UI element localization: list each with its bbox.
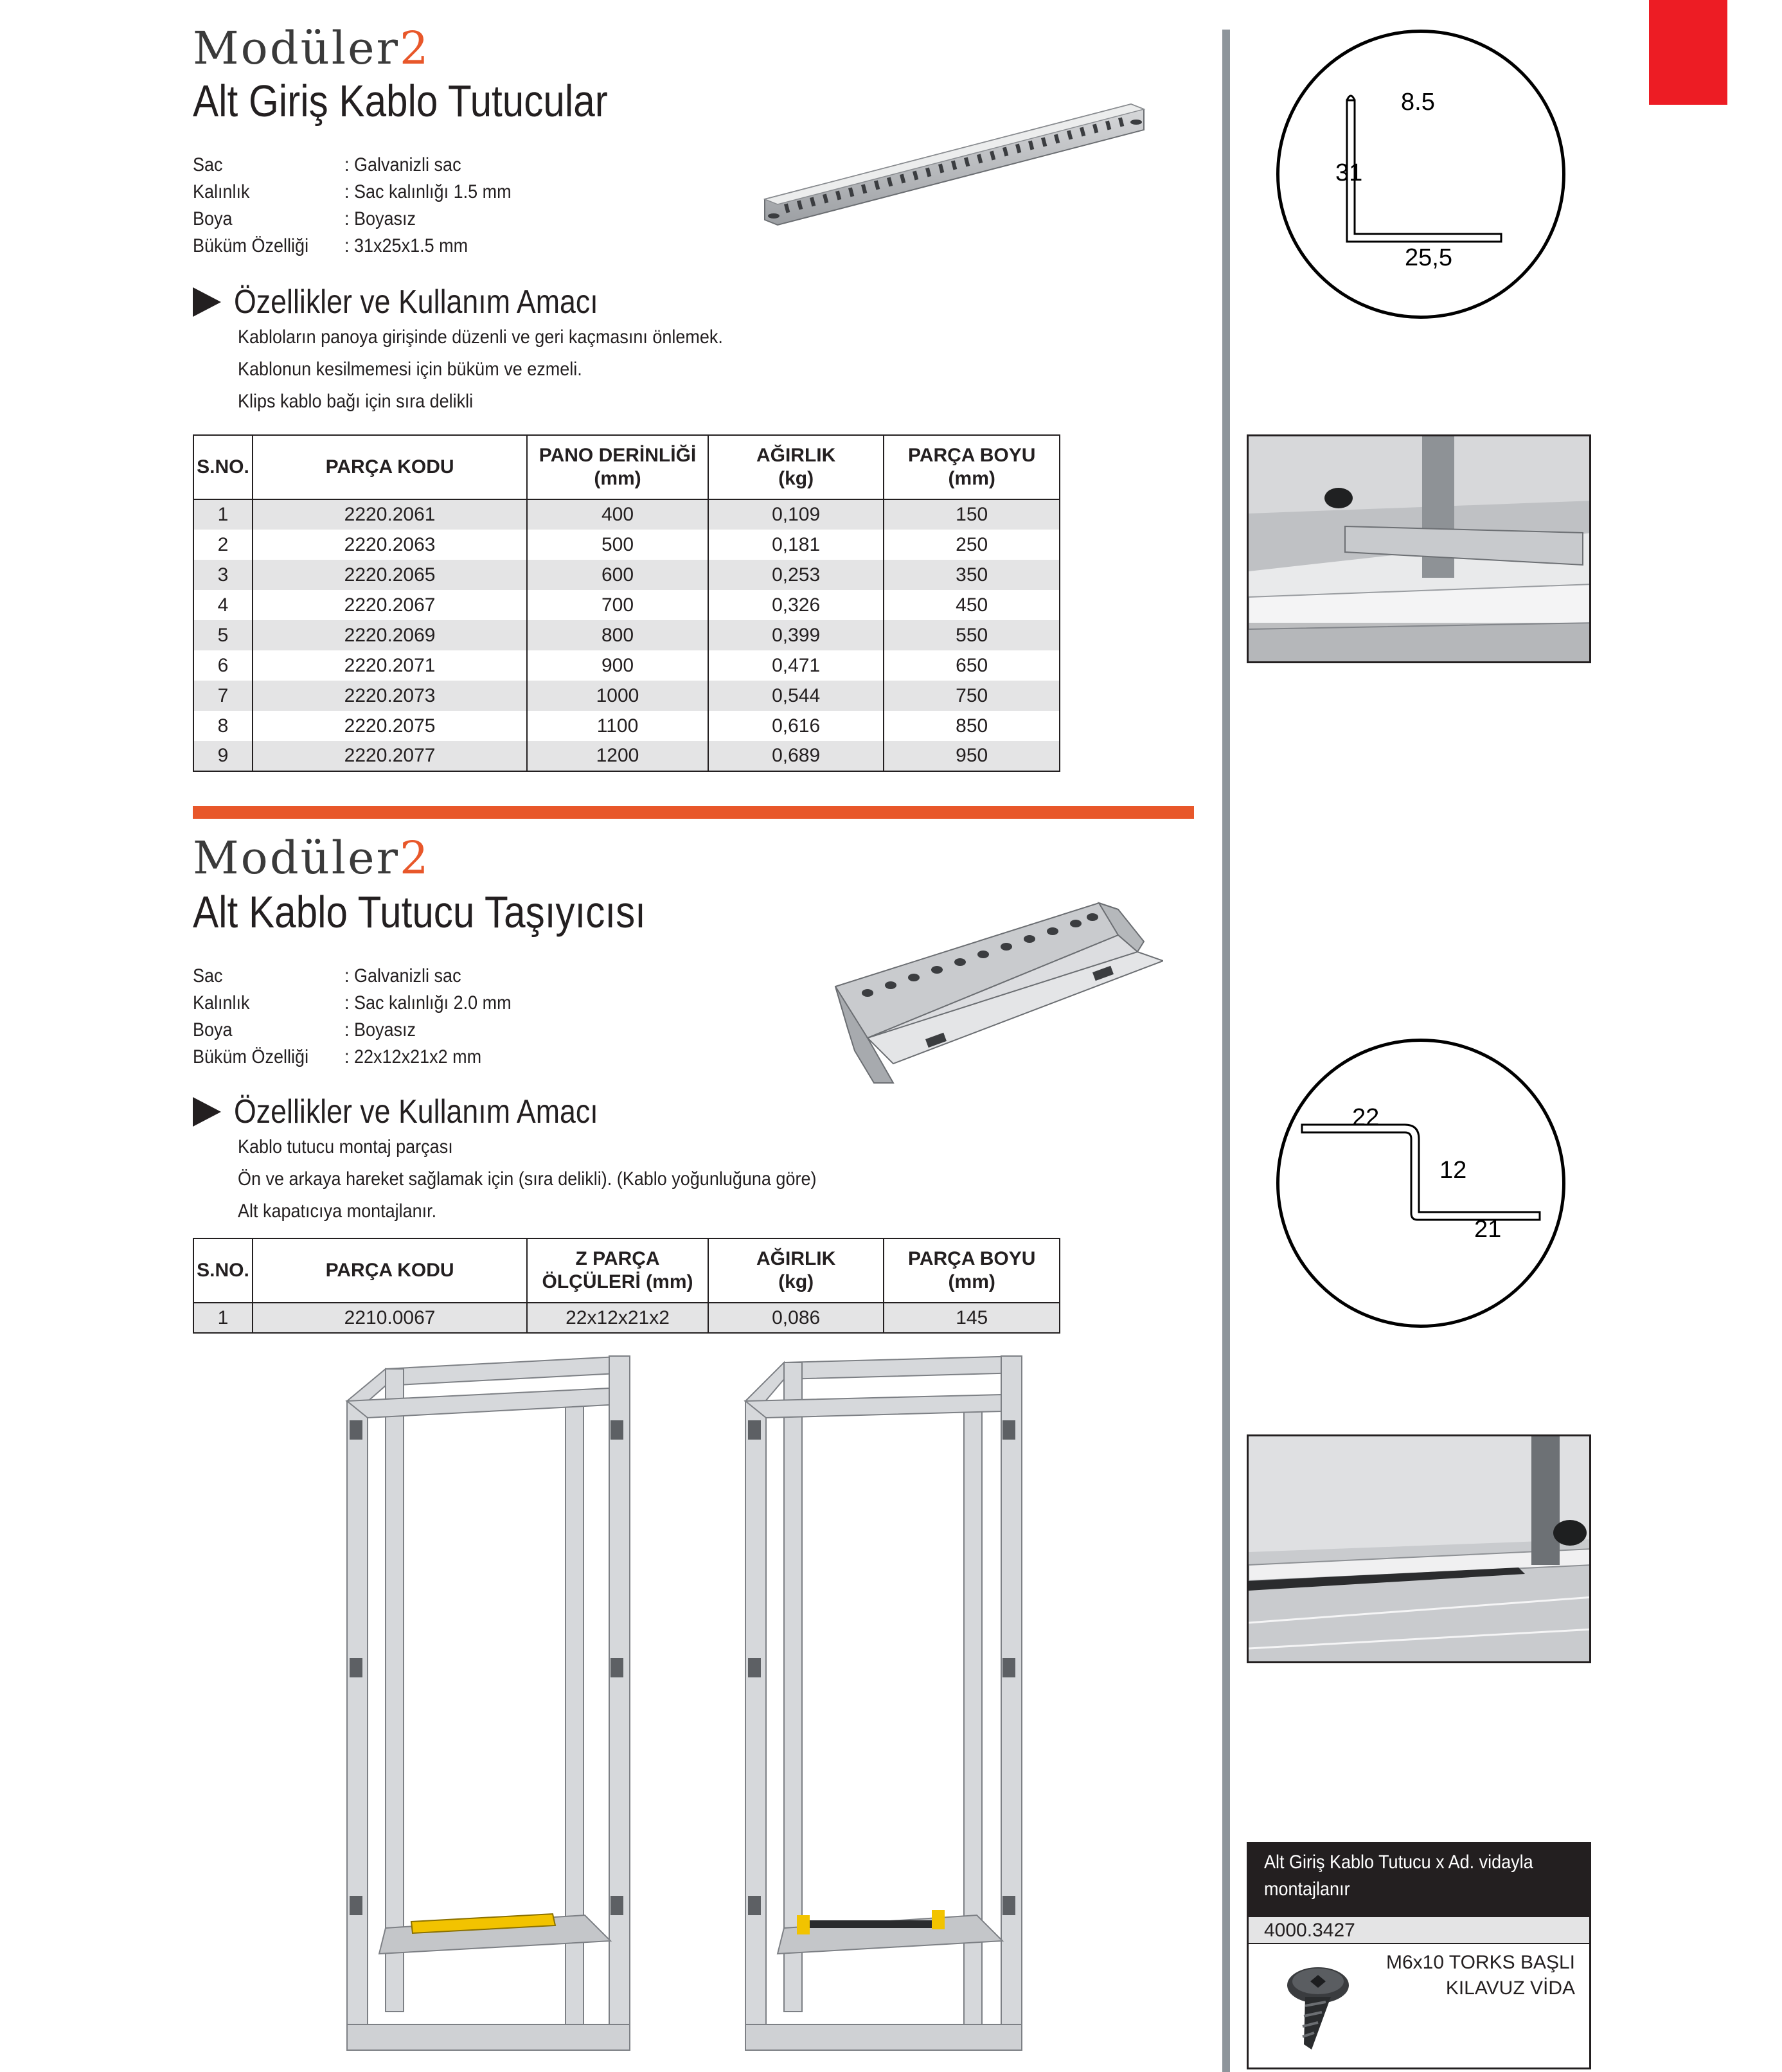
z-profile-drawing bbox=[1276, 1039, 1565, 1328]
dimension-label: 22 bbox=[1352, 1104, 1380, 1131]
section-title: Alt Kablo Tutucu Taşıyıcısı bbox=[193, 887, 646, 937]
spec-row: Kalınlık : Sac kalınlığı 1.5 mm bbox=[193, 181, 512, 202]
spec-list bbox=[193, 963, 643, 1071]
spec-row: Boya : Boyasız bbox=[193, 208, 416, 229]
features-heading: Özellikler ve Kullanım Amacı bbox=[193, 283, 657, 321]
l-profile-drawing bbox=[1276, 30, 1565, 319]
dimension-label: 25,5 bbox=[1405, 244, 1452, 271]
table-row: 1 2210.0067 22x12x21x2 0,086 145 bbox=[193, 1303, 1060, 1333]
spec-row: Büküm Özelliği : 31x25x1.5 mm bbox=[193, 235, 468, 256]
table-row: 5 2220.2069 800 0,399 550 bbox=[193, 620, 1060, 650]
bullet-triangle-icon bbox=[193, 1097, 221, 1127]
table-row: 9 2220.2077 1200 0,689 950 bbox=[193, 741, 1060, 771]
table-row: 1 2220.2061 400 0,109 150 bbox=[193, 499, 1060, 530]
spec-row: Büküm Özelliği : 22x12x21x2 mm bbox=[193, 1046, 482, 1067]
dimension-label: 12 bbox=[1439, 1157, 1467, 1184]
column-header: PARÇA KODU bbox=[253, 1238, 527, 1303]
dimension-label: 8.5 bbox=[1401, 89, 1435, 116]
installation-photo-2-drawing bbox=[1249, 1436, 1591, 1663]
parts-table bbox=[193, 1238, 1060, 1334]
column-divider bbox=[1222, 30, 1230, 2072]
features-heading: Özellikler ve Kullanım Amacı bbox=[193, 1093, 657, 1131]
spec-row: Sac : Galvanizli sac bbox=[193, 965, 461, 987]
feature-item: Kabloların panoya girişinde düzenli ve geri kaçmasını önlemek. bbox=[238, 326, 723, 348]
section-title: Alt Giriş Kablo Tutucular bbox=[193, 76, 608, 126]
info-box-title: Alt Giriş Kablo Tutucu x Ad. vidayla montajlanır bbox=[1249, 1844, 1589, 1916]
column-header: PARÇA BOYU (mm) bbox=[884, 435, 1060, 499]
feature-item: Ön ve arkaya hareket sağlamak için (sıra delikli). (Kablo yoğunluğuna göre) bbox=[238, 1168, 817, 1190]
table-row: 8 2220.2075 1100 0,616 850 bbox=[193, 711, 1060, 741]
feature-item: Kablonun kesilmemesi için büküm ve ezmeli. bbox=[238, 359, 582, 380]
table-row: 4 2220.2067 700 0,326 450 bbox=[193, 590, 1060, 620]
feature-item: Kablo tutucu montaj parçası bbox=[238, 1136, 453, 1157]
column-header: PANO DERİNLİĞİ (mm) bbox=[527, 435, 708, 499]
screw-icon bbox=[1267, 1960, 1363, 2056]
dimension-label: 31 bbox=[1335, 159, 1363, 186]
cabinet-frame-image-1 bbox=[341, 1350, 649, 2063]
feature-item: Klips kablo bağı için sıra delikli bbox=[238, 391, 474, 412]
table-row: 2 2220.2063 500 0,181 250 bbox=[193, 530, 1060, 560]
screw-info-box bbox=[1247, 1842, 1591, 2069]
column-header: AĞIRLIK (kg) bbox=[708, 1238, 884, 1303]
table-row: 3 2220.2065 600 0,253 350 bbox=[193, 560, 1060, 590]
features-list bbox=[238, 1131, 881, 1228]
column-header: S.NO. bbox=[193, 435, 253, 499]
spec-row: Kalınlık : Sac kalınlığı 2.0 mm bbox=[193, 992, 512, 1014]
table-row: 6 2220.2071 900 0,471 650 bbox=[193, 650, 1060, 681]
installation-photo-2 bbox=[1247, 1434, 1591, 1663]
brand-logo: Modüler2 bbox=[193, 22, 431, 75]
spec-row: Sac : Galvanizli sac bbox=[193, 154, 461, 175]
cabinet-frame-image-2 bbox=[739, 1350, 1047, 2063]
column-header: S.NO. bbox=[193, 1238, 253, 1303]
section-separator bbox=[193, 806, 1194, 819]
carrier-bracket-image bbox=[816, 890, 1163, 1089]
column-header: AĞIRLIK (kg) bbox=[708, 435, 884, 499]
bullet-triangle-icon bbox=[193, 287, 221, 317]
column-header: Z PARÇA ÖLÇÜLERİ (mm) bbox=[527, 1238, 708, 1303]
page-tab-marker bbox=[1649, 0, 1727, 105]
dimension-label: 21 bbox=[1474, 1216, 1502, 1243]
column-header: PARÇA KODU bbox=[253, 435, 527, 499]
spec-row: Boya : Boyasız bbox=[193, 1019, 416, 1040]
table-row: 7 2220.2073 1000 0,544 750 bbox=[193, 681, 1060, 711]
installation-photo-1-drawing bbox=[1249, 436, 1591, 663]
info-box-description: M6x10 TORKS BAŞLI KILAVUZ VİDA bbox=[1386, 1952, 1575, 1999]
feature-item: Alt kapatıcıya montajlanır. bbox=[238, 1201, 437, 1222]
spec-list bbox=[193, 152, 643, 260]
info-box-code: 4000.3427 bbox=[1249, 1916, 1589, 1944]
parts-table bbox=[193, 434, 1060, 772]
features-list bbox=[238, 321, 777, 418]
brand-logo: Modüler2 bbox=[193, 832, 431, 884]
cable-holder-rail-image bbox=[758, 96, 1170, 244]
installation-photo-1 bbox=[1247, 434, 1591, 663]
column-header: PARÇA BOYU (mm) bbox=[884, 1238, 1060, 1303]
